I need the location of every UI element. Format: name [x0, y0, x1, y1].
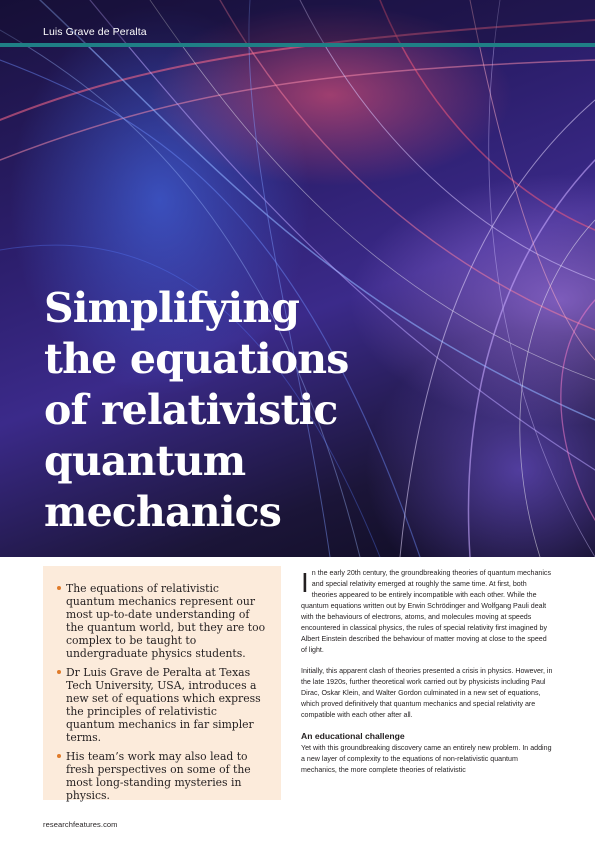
body-paragraph: Initially, this apparent clash of theories presented a crisis in physics. However, in the late 1920s, further theoretical work carried out by physicists including Paul Dirac, Oskar Klein, and Walter Gordon culminated in a new set of equations, which proved definitively that quantum mechanics and special relativity are compatible with each other after all. [301, 667, 553, 719]
summary-bullet-text: The equations of relativistic quantum mechanics represent our most up-to-date understanding of the quantum world, but they are too complex to be taught to undergraduate physics students. [66, 582, 266, 660]
intro-paragraph [301, 568, 553, 656]
title-line: Simplifying [44, 284, 300, 332]
intro-paragraph-text: n the early 20th century, the groundbreaking theories of quantum mechanics and special relativity emerged at roughly the same time. At first, both theories appeared to be entirely incompatible with each other. While the quantum equations written out by Erwin Schrödinger and Wolfgang Pauli dealt with the behaviours of electrons, atoms, and molecules moving at speeds encountered in classical physics, the rules of special relativity first imagined by Albert Einstein described the behaviour of matter moving at close to the speed of light. [301, 569, 552, 654]
summary-box [43, 566, 281, 800]
title-line: the equations [44, 335, 349, 383]
section-heading: An educational challenge [301, 731, 405, 741]
title-line: of relativistic [44, 386, 338, 434]
summary-bullet [57, 582, 269, 660]
bullet-dot-icon [57, 586, 61, 590]
summary-list [57, 582, 269, 802]
bullet-dot-icon [57, 754, 61, 758]
title-line: mechanics [44, 488, 282, 536]
header-rule [0, 43, 595, 47]
bullet-dot-icon [57, 670, 61, 674]
article-title [44, 283, 424, 538]
summary-bullet [57, 750, 269, 802]
footer-site-link[interactable]: researchfeatures.com [43, 820, 118, 829]
summary-bullet-text: Dr Luis Grave de Peralta at Texas Tech University, USA, introduces a new set of equations which express the principles of relativistic quantum mechanics in far simpler terms. [66, 666, 261, 744]
summary-bullet [57, 666, 269, 744]
article-body [301, 568, 553, 786]
author-tag: Luis Grave de Peralta [43, 26, 147, 38]
body-paragraph: Yet with this groundbreaking discovery came an entirely new problem. In adding a new layer of complexity to the equations of non-relativistic quantum mechanics, the more complete theories of relativistic [301, 744, 552, 774]
title-line: quantum [44, 437, 246, 485]
drop-cap: I [301, 567, 309, 598]
summary-bullet-text: His team’s work may also lead to fresh perspectives on some of the most long-standing mysteries in physics. [66, 750, 251, 802]
